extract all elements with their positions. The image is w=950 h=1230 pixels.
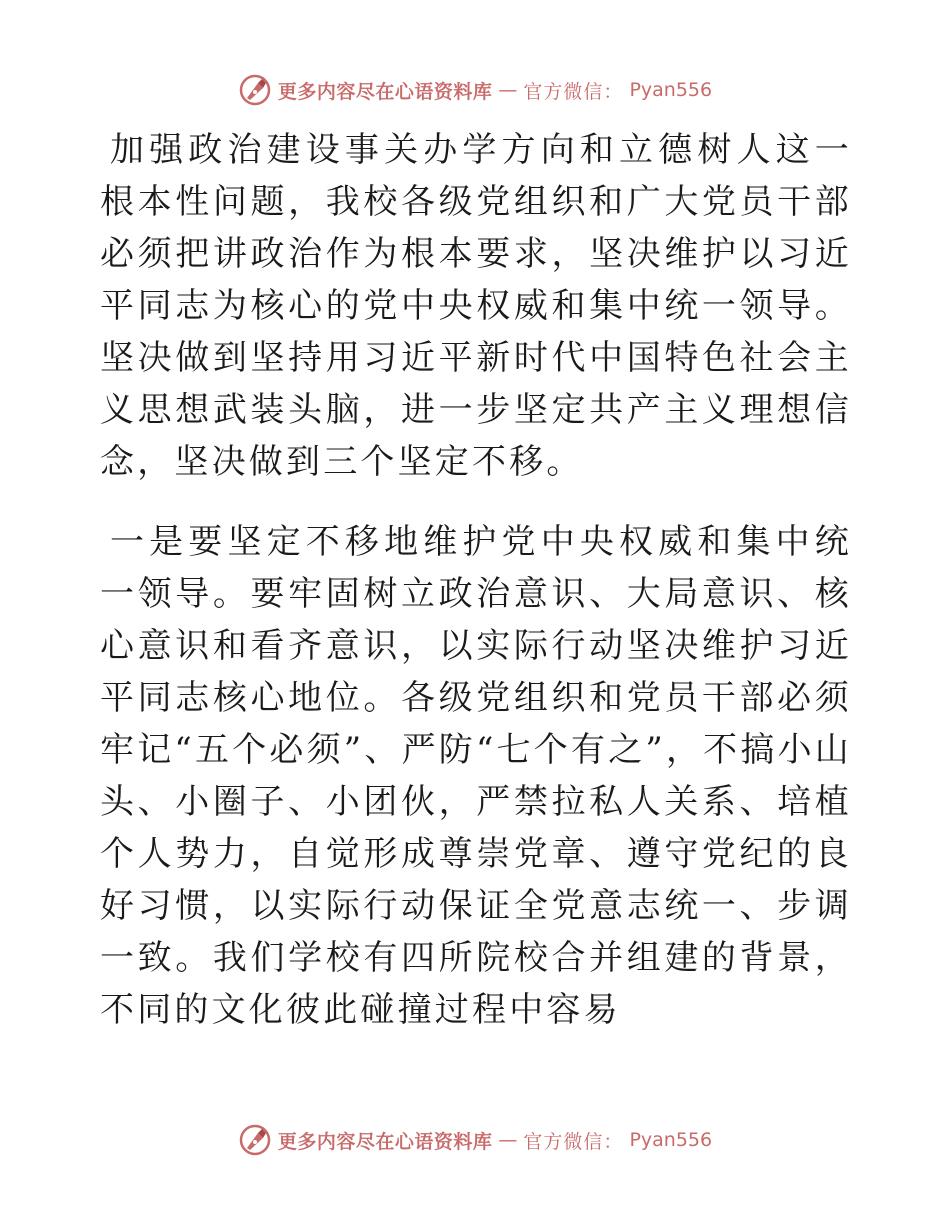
footer-watermark: [0, 1120, 950, 1160]
pen-nib-logo-icon: [238, 1123, 272, 1157]
watermark-dash: —: [498, 1129, 518, 1151]
watermark-dash: —: [498, 79, 518, 101]
watermark-official: 官方微信：: [523, 1130, 624, 1153]
pen-nib-logo-icon: [238, 73, 272, 107]
watermark-brand: 更多内容尽在心语资料库: [277, 1130, 493, 1153]
paragraph-1: 加强政治建设事关办学方向和立德树人这一根本性问题，我校各级党组织和广大党员干部必须把讲政治作为根本要求，坚决维护以习近平同志为核心的党中央权威和集中统一领导。坚决做到坚持用习近平新时代中国特色社会主义思想武装头脑，进一步坚定共产主义理想信念，坚决做到三个坚定不移。: [100, 130, 852, 482]
watermark-official: 官方微信：: [523, 80, 624, 103]
header-watermark: [0, 70, 950, 110]
watermark-id: Pyan556: [629, 79, 713, 101]
document-body: [100, 124, 852, 1036]
watermark-id: Pyan556: [629, 1129, 713, 1151]
watermark-brand: 更多内容尽在心语资料库: [277, 80, 493, 103]
paragraph-2: 一是要坚定不移地维护党中央权威和集中统一领导。要牢固树立政治意识、大局意识、核心意识和看齐意识，以实际行动坚决维护习近平同志核心地位。各级党组织和党员干部必须牢记“五个必须”、严防“七个有之”，不搞小山头、小圈子、小团伙，严禁拉私人关系、培植个人势力，自觉形成尊崇党章、遵守党纪的良好习惯，以实际行动保证全党意志统一、步调一致。我们学校有四所院校合并组建的背景，不同的文化彼此碰撞过程中容易: [100, 522, 852, 1030]
